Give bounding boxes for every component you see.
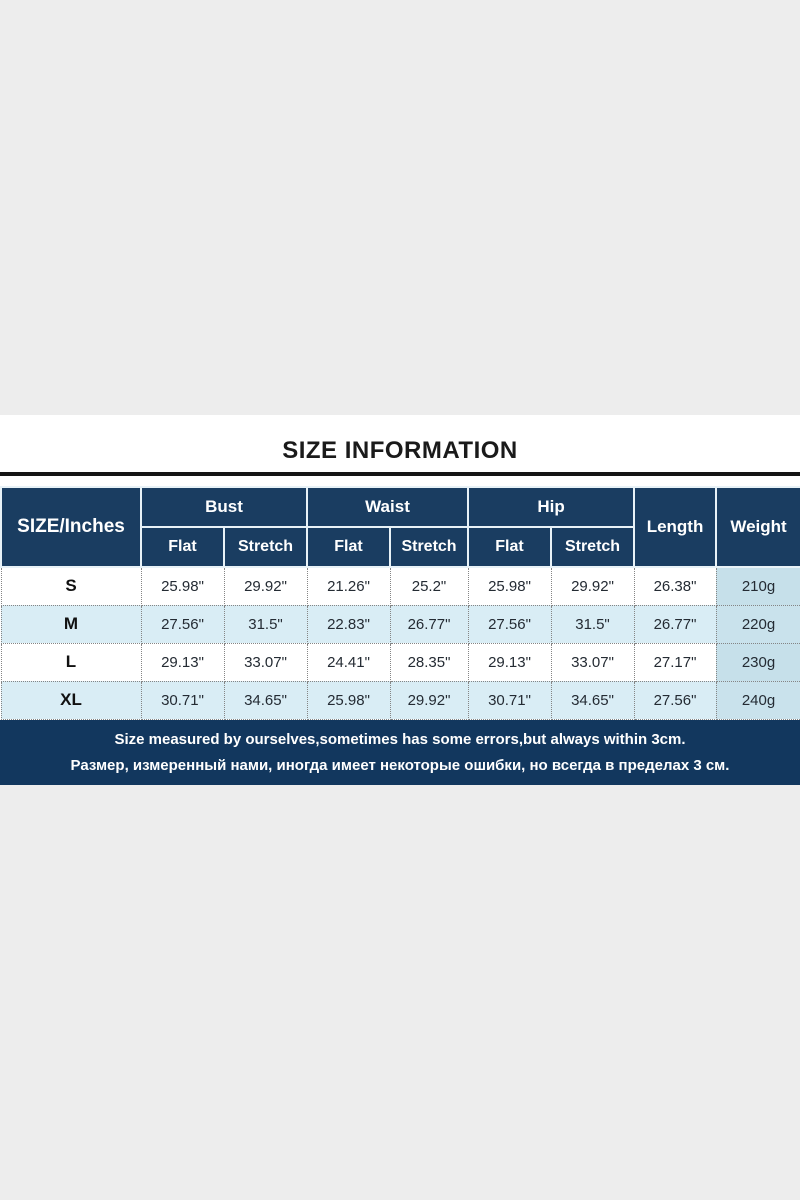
hip-flat-cell: 27.56" (468, 605, 551, 643)
waist-stretch-header: Stretch (390, 527, 468, 567)
disclaimer-en: Size measured by ourselves,sometimes has some errors,but always within 3cm. (114, 730, 686, 748)
bust-flat-cell: 30.71" (141, 681, 224, 719)
bust-stretch-cell: 33.07" (224, 643, 307, 681)
bust-stretch-cell: 34.65" (224, 681, 307, 719)
bust-flat-header: Flat (141, 527, 224, 567)
length-header: Length (634, 487, 716, 567)
bust-group-header: Bust (141, 487, 307, 527)
waist-flat-cell: 22.83" (307, 605, 390, 643)
header-group-row (1, 487, 800, 527)
weight-cell: 210g (716, 567, 800, 605)
hip-flat-cell: 29.13" (468, 643, 551, 681)
weight-cell: 240g (716, 681, 800, 719)
waist-stretch-cell: 29.92" (390, 681, 468, 719)
hip-stretch-cell: 33.07" (551, 643, 634, 681)
weight-header: Weight (716, 487, 800, 567)
hip-flat-header: Flat (468, 527, 551, 567)
waist-flat-header: Flat (307, 527, 390, 567)
size-cell: S (1, 567, 141, 605)
top-letterbox (0, 0, 800, 415)
hip-group-header: Hip (468, 487, 634, 527)
length-cell: 26.77" (634, 605, 716, 643)
table-row-l (1, 643, 800, 681)
waist-group-header: Waist (307, 487, 468, 527)
bust-stretch-header: Stretch (224, 527, 307, 567)
table-row-xl (1, 681, 800, 719)
bust-stretch-cell: 29.92" (224, 567, 307, 605)
weight-cell: 220g (716, 605, 800, 643)
size-disclaimer (0, 720, 800, 785)
page-title: SIZE INFORMATION (282, 437, 518, 464)
size-unit-header: SIZE/Inches (1, 487, 141, 567)
spacer (0, 476, 800, 486)
waist-flat-cell: 21.26" (307, 567, 390, 605)
weight-cell: 230g (716, 643, 800, 681)
hip-stretch-header: Stretch (551, 527, 634, 567)
bust-flat-cell: 27.56" (141, 605, 224, 643)
length-cell: 27.56" (634, 681, 716, 719)
waist-stretch-cell: 28.35" (390, 643, 468, 681)
hip-stretch-cell: 29.92" (551, 567, 634, 605)
table-row-m (1, 605, 800, 643)
bust-flat-cell: 29.13" (141, 643, 224, 681)
waist-stretch-cell: 26.77" (390, 605, 468, 643)
hip-flat-cell: 25.98" (468, 567, 551, 605)
size-cell: M (1, 605, 141, 643)
size-cell: L (1, 643, 141, 681)
hip-stretch-cell: 31.5" (551, 605, 634, 643)
bottom-letterbox (0, 785, 800, 1200)
waist-flat-cell: 24.41" (307, 643, 390, 681)
length-cell: 26.38" (634, 567, 716, 605)
table-row-s (1, 567, 800, 605)
size-table (0, 486, 800, 720)
bust-stretch-cell: 31.5" (224, 605, 307, 643)
length-cell: 27.17" (634, 643, 716, 681)
hip-stretch-cell: 34.65" (551, 681, 634, 719)
size-info-panel (0, 415, 800, 785)
disclaimer-ru: Размер, измеренный нами, иногда имеет некоторые ошибки, но всегда в пределах 3 см. (70, 756, 730, 774)
hip-flat-cell: 30.71" (468, 681, 551, 719)
size-cell: XL (1, 681, 141, 719)
waist-flat-cell: 25.98" (307, 681, 390, 719)
bust-flat-cell: 25.98" (141, 567, 224, 605)
waist-stretch-cell: 25.2" (390, 567, 468, 605)
